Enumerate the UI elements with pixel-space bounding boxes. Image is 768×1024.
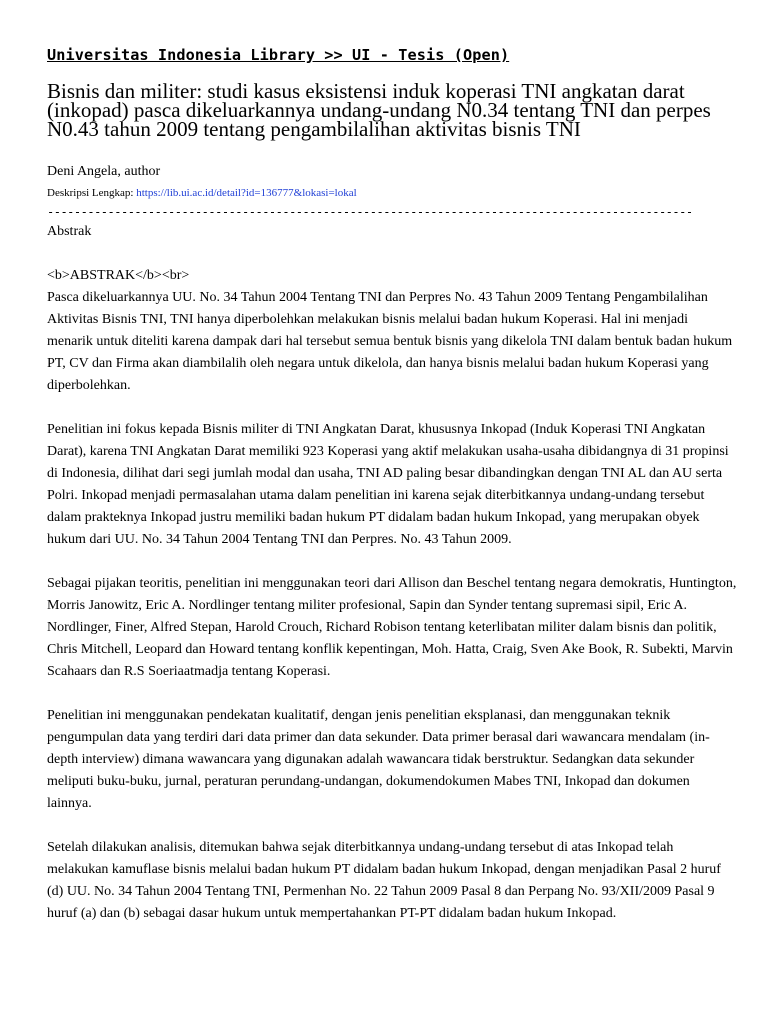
- description-line: [47, 187, 357, 199]
- description-link[interactable]: https://lib.ui.ac.id/detail?id=136777&lokasi=lokal: [136, 187, 357, 199]
- abstract-section: [47, 221, 737, 947]
- record-title: Bisnis dan militer: studi kasus eksistensi induk koperasi TNI angkatan darat (inkopad) pasca dikeluarkannya undang-undang N0.34 tentang TNI dan perpes N0.43 tahun 2009 tentang pengambilalihan aktivitas bisnis TNI: [47, 79, 711, 141]
- abstract-paragraph-4: Penelitian ini menggunakan pendekatan kualitatif, dengan jenis penelitian eksplanasi, dan menggunakan teknik pengumpulan data yang terdiri dari data primer dan data sekunder. Data primer berasal dari wawancara mendalam (in-depth interview) dimana wawancara yang digunakan adalah wawancara tidak berstruktur. Sedangkan data sekunder meliputi buku-buku, jurnal, peraturan perundang-undangan, dokumendokumen Mabes TNI, Inkopad dan dokumen lainnya.: [47, 708, 710, 811]
- abstract-paragraph-3: Sebagai pijakan teoritis, penelitian ini menggunakan teori dari Allison dan Beschel tentang negara demokratis, Huntington, Morris Janowitz, Eric A. Nordlinger tentang militer profesional, Sapin dan Synder tentang supremasi sipil, Eric A. Nordlinger, Finer, Alfred Stepan, Harold Crouch, Richard Robison tentang keterlibatan militer dalam bisnis dan politik, Chris Mitchell, Leopard dan Howard tentang konflik kepentingan, Moh. Hatta, Craig, Sven Ake Book, R. Subekti, Marvin Scahaars dan R.S Soeriaatmadja tentang Koperasi.: [47, 576, 737, 679]
- abstract-raw-tag: <b>ABSTRAK</b><br>: [47, 268, 190, 283]
- divider: ------------------------------------------------------------------------------------------------: [47, 205, 693, 219]
- description-label: Deskripsi Lengkap:: [47, 187, 137, 199]
- abstract-heading: Abstrak: [47, 224, 92, 239]
- abstract-paragraph-2: Penelitian ini fokus kepada Bisnis militer di TNI Angkatan Darat, khususnya Inkopad (Induk Koperasi TNI Angkatan Darat), karena TNI Angkatan Darat memiliki 923 Koperasi yang aktif melakukan usaha-usaha dibidangnya di 31 propinsi di Indonesia, dilihat dari segi jumlah modal dan usaha, TNI AD paling besar dibandingkan dengan TNI AL dan AU serta Polri. Inkopad menjadi permasalahan utama dalam penelitian ini karena sejak diterbitkannya undang-undang tersebut dalam prakteknya Inkopad justru memiliki badan hukum PT didalam badan hukum Inkopad, yang merupakan obyek hukum dari UU. No. 34 Tahun 2004 Tentang TNI dan Perpres. No. 43 Tahun 2009.: [47, 422, 729, 547]
- author: Deni Angela, author: [47, 164, 161, 179]
- abstract-paragraph-1: Pasca dikeluarkannya UU. No. 34 Tahun 2004 Tentang TNI dan Perpres No. 43 Tahun 2009 Tentang Pengambilalihan Aktivitas Bisnis TNI, TNI hanya diperbolehkan melakukan bisnis melalui badan hukum Koperasi. Hal ini menjadi menarik untuk diteliti karena dampak dari hal tersebut semua bentuk bisnis yang dikelola TNI dalam bentuk badan hukum PT, CV dan Firma akan diambilalih oleh negara untuk dikelola, dan hanya bisnis melalui badan hukum Koperasi yang diperbolehkan.: [47, 290, 733, 393]
- abstract-paragraph-5: Setelah dilakukan analisis, ditemukan bahwa sejak diterbitkannya undang-undang tersebut di atas Inkopad telah melakukan kamuflase bisnis melalui badan hukum PT didalam badan hukum Inkopad, dengan menjadikan Pasal 2 huruf (d) UU. No. 34 Tahun 2004 Tentang TNI, Permenhan No. 22 Tahun 2009 Pasal 8 dan Perpang No. 93/XII/2009 Pasal 9 huruf (a) dan (b) sebagai dasar hukum untuk mempertahankan PT-PT didalam badan hukum Inkopad.: [47, 840, 721, 921]
- breadcrumb[interactable]: Universitas Indonesia Library >> UI - Tesis (Open): [47, 46, 510, 64]
